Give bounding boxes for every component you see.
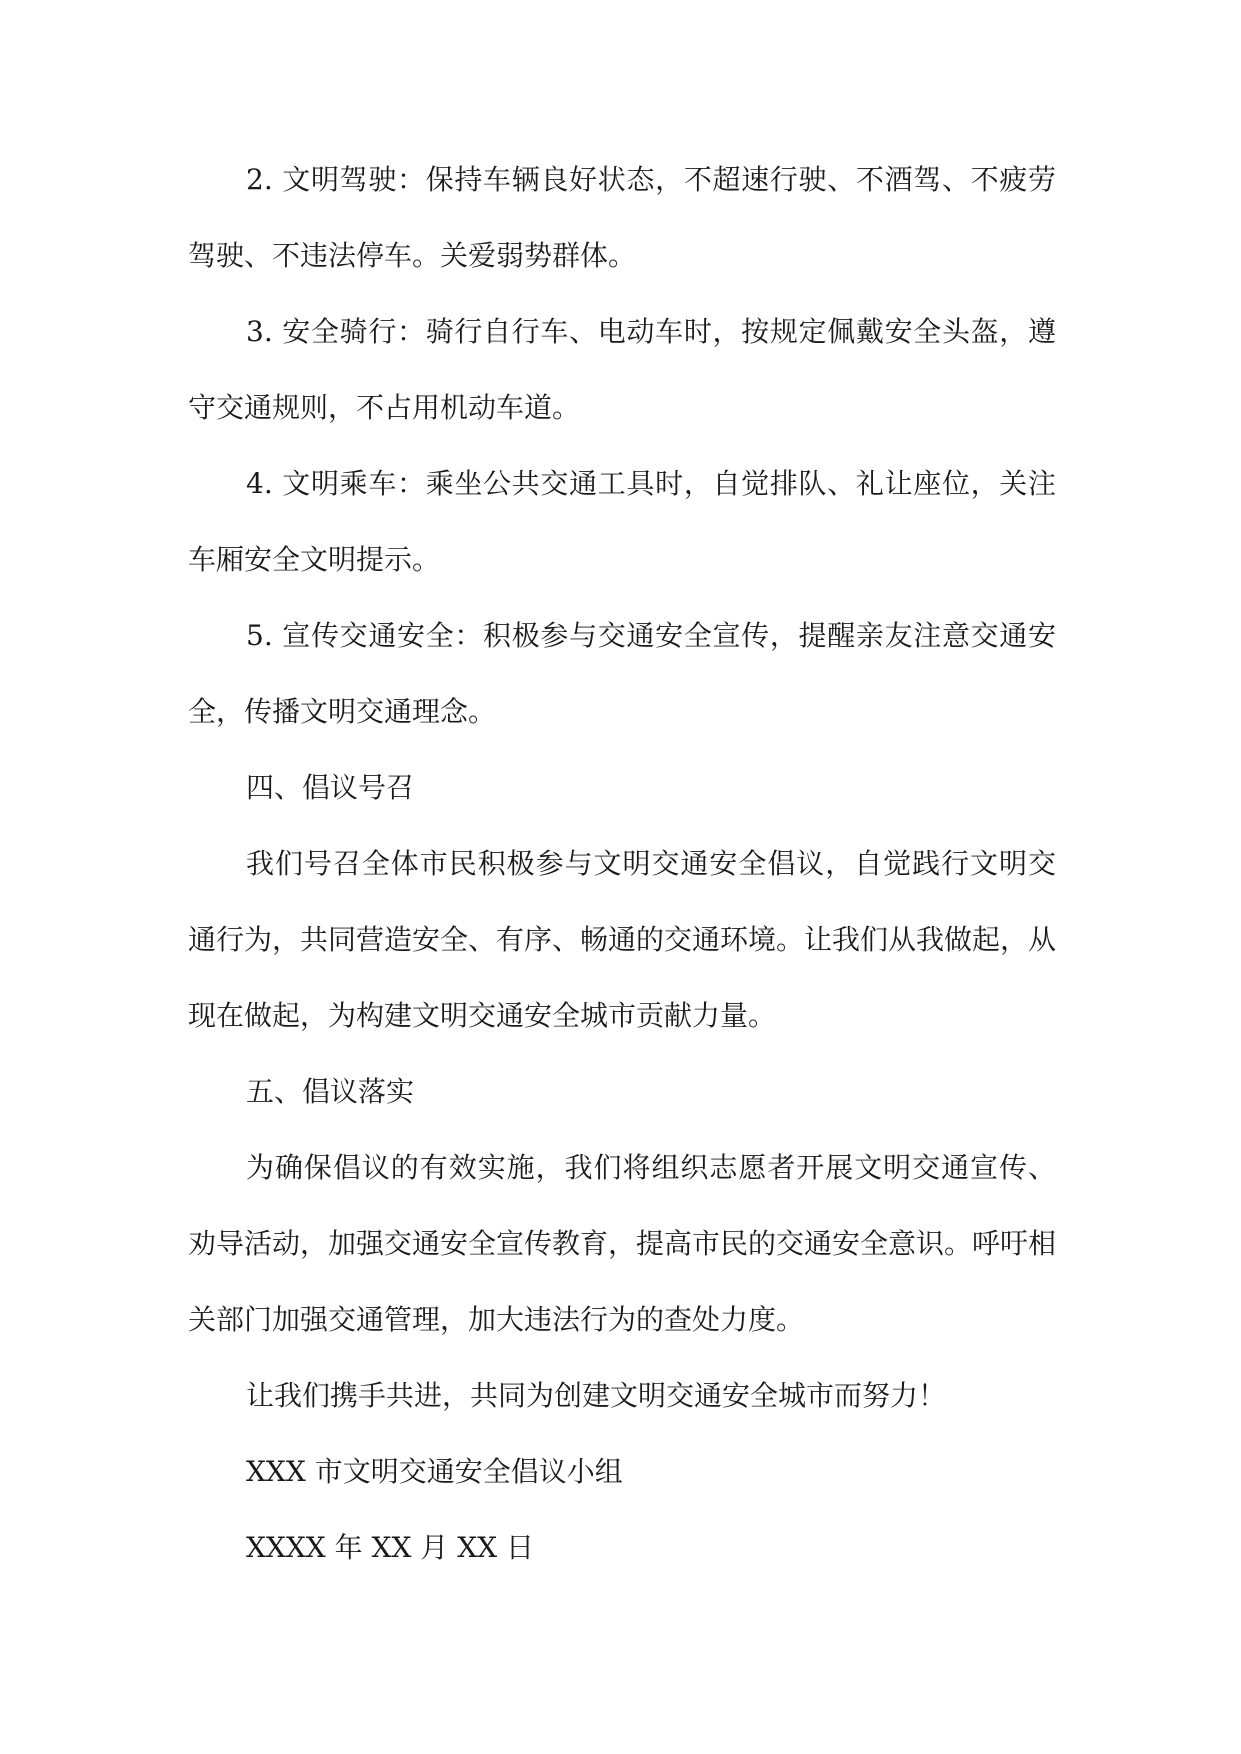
section-heading-call: 四、倡议号召 <box>246 771 415 804</box>
signature-organization: XXX 市文明交通安全倡议小组 <box>246 1455 623 1488</box>
signature-date: XXXX 年 XX 月 XX 日 <box>246 1531 534 1564</box>
paragraph-call-to-action: 我们号召全体市民积极参与文明交通安全倡议，自觉践行文明交通行为，共同营造安全、有序、畅通的交通环境。让我们从我做起，从现在做起，为构建文明交通安全城市贡献力量。 <box>188 847 1057 1032</box>
paragraph-promote-safety: 5. 宣传交通安全：积极参与交通安全宣传，提醒亲友注意交通安全，传播文明交通理念。 <box>188 619 1056 728</box>
section-heading-implementation: 五、倡议落实 <box>246 1075 415 1108</box>
paragraph-civil-driving: 2. 文明驾驶：保持车辆良好状态，不超速行驶、不酒驾、不疲劳驾驶、不违法停车。关爱弱势群体。 <box>188 163 1056 272</box>
paragraph-safe-riding: 3. 安全骑行：骑行自行车、电动车时，按规定佩戴安全头盔，遵守交通规则，不占用机动车道。 <box>188 315 1056 424</box>
paragraph-implementation: 为确保倡议的有效实施，我们将组织志愿者开展文明交通宣传、劝导活动，加强交通安全宣传教育，提高市民的交通安全意识。呼吁相关部门加强交通管理，加大违法行为的查处力度。 <box>188 1151 1057 1336</box>
paragraph-closing: 让我们携手共进，共同为创建文明交通安全城市而努力！ <box>246 1379 947 1412</box>
paragraph-civil-riding-transit: 4. 文明乘车：乘坐公共交通工具时，自觉排队、礼让座位，关注车厢安全文明提示。 <box>188 467 1056 576</box>
document-body <box>188 142 1056 1586</box>
